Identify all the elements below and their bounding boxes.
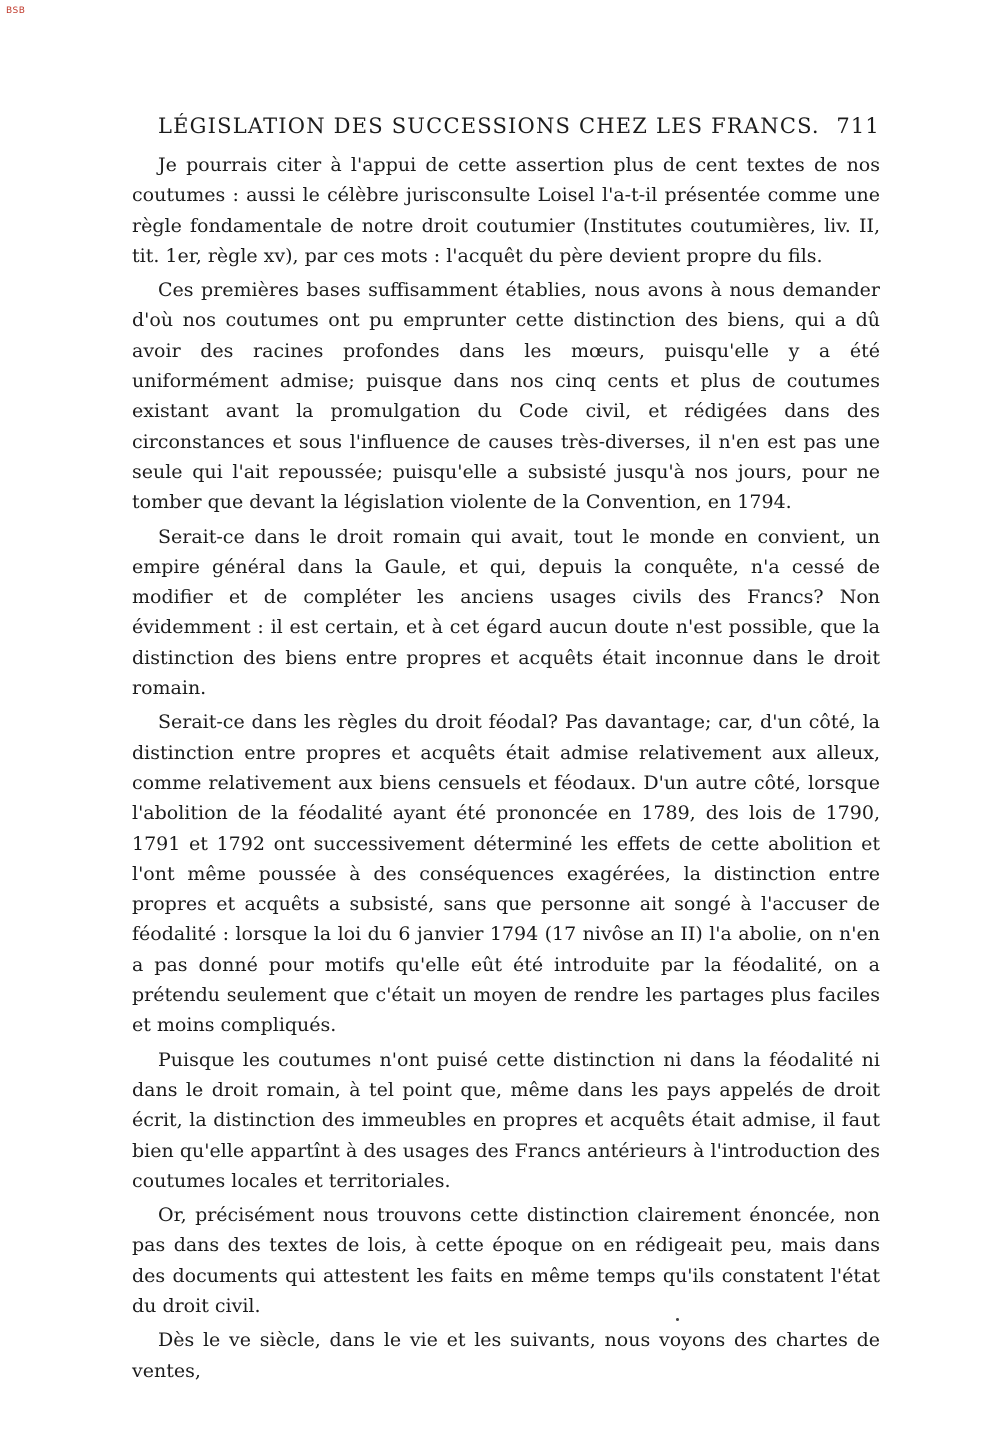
paragraph-3: Serait-ce dans le droit romain qui avait, tout le monde en convient, un empire général dans la Gaule, et qui, depuis la conquête, n'a cessé de modifier et de compléter les anciens usages civils des Francs? Non évidemment : il est certain, et à cet égard aucun doute n'est possible, que la distinction des biens entre propres et acquêts était inconnue dans le droit romain. [132,525,880,700]
page-header-title: LÉGISLATION DES SUCCESSIONS CHEZ LES FRANCS. [158,114,820,138]
paragraph-7: Dès le ve siècle, dans le vie et les suivants, nous voyons des chartes de ventes, [132,1329,880,1382]
paragraph-6: Or, précisément nous trouvons cette distinction clairement énoncée, non pas dans des textes de lois, à cette époque on en rédigeait peu, mais dans des documents qui attestent les faits en même temps qu'ils constatent l'état du droit civil. [132,1204,880,1317]
body-text [132,150,880,1386]
paragraph-1: Je pourrais citer à l'appui de cette assertion plus de cent textes de nos coutumes : aussi le célèbre jurisconsulte Loisel l'a-t-il présentée comme une règle fondamentale de notre droit coutumier (Institutes coutumières, liv. II, tit. 1er, règle xv), par ces mots : l'acquêt du père devient propre du fils. [132,154,880,267]
paragraph-5: Puisque les coutumes n'ont puisé cette distinction ni dans la féodalité ni dans le droit romain, à tel point que, même dans les pays appelés de droit écrit, la distinction des immeubles en propres et acquêts était admise, il faut bien qu'elle appartînt à des usages des Francs antérieurs à l'introduction des coutumes locales et territoriales. [132,1048,880,1192]
library-stamp: BSB [6,6,26,16]
page-number: 711 [836,114,880,138]
paragraph-2: Ces premières bases suffisamment établies, nous avons à nous demander d'où nos coutumes ont pu emprunter cette distinction des biens, qui a dû avoir des racines profondes dans les mœurs, puisqu'elle y a été uniformément admise; puisque dans nos cinq cents et plus de coutumes existant avant la promulgation du Code civil, et rédigées dans des circonstances et sous l'influence de causes très-diverses, il n'en est pas une seule qui l'ait repoussée; puisqu'elle a subsisté jusqu'à nos jours, pour ne tomber que devant la législation violente de la Convention, en 1794. [132,279,880,514]
paragraph-4: Serait-ce dans les règles du droit féodal? Pas davantage; car, d'un côté, la distinction entre propres et acquêts était admise relativement aux alleux, comme relativement aux biens censuels et féodaux. D'un autre côté, lorsque l'abolition de la féodalité ayant été prononcée en 1789, des lois de 1790, 1791 et 1792 ont successivement déterminé les effets de cette abolition et l'ont même poussée à des conséquences exagérées, la distinction entre propres et acquêts a subsisté, sans que personne ait songé à l'accuser de féodalité : lorsque la loi du 6 janvier 1794 (17 nivôse an II) l'a abolie, on n'en a pas donné pour motifs qu'elle eût été introduite par la féodalité, on a prétendu seulement que c'était un moyen de rendre les partages plus faciles et moins compliqués. [132,711,880,1037]
ink-speck [676,1318,679,1321]
running-header [158,112,880,140]
